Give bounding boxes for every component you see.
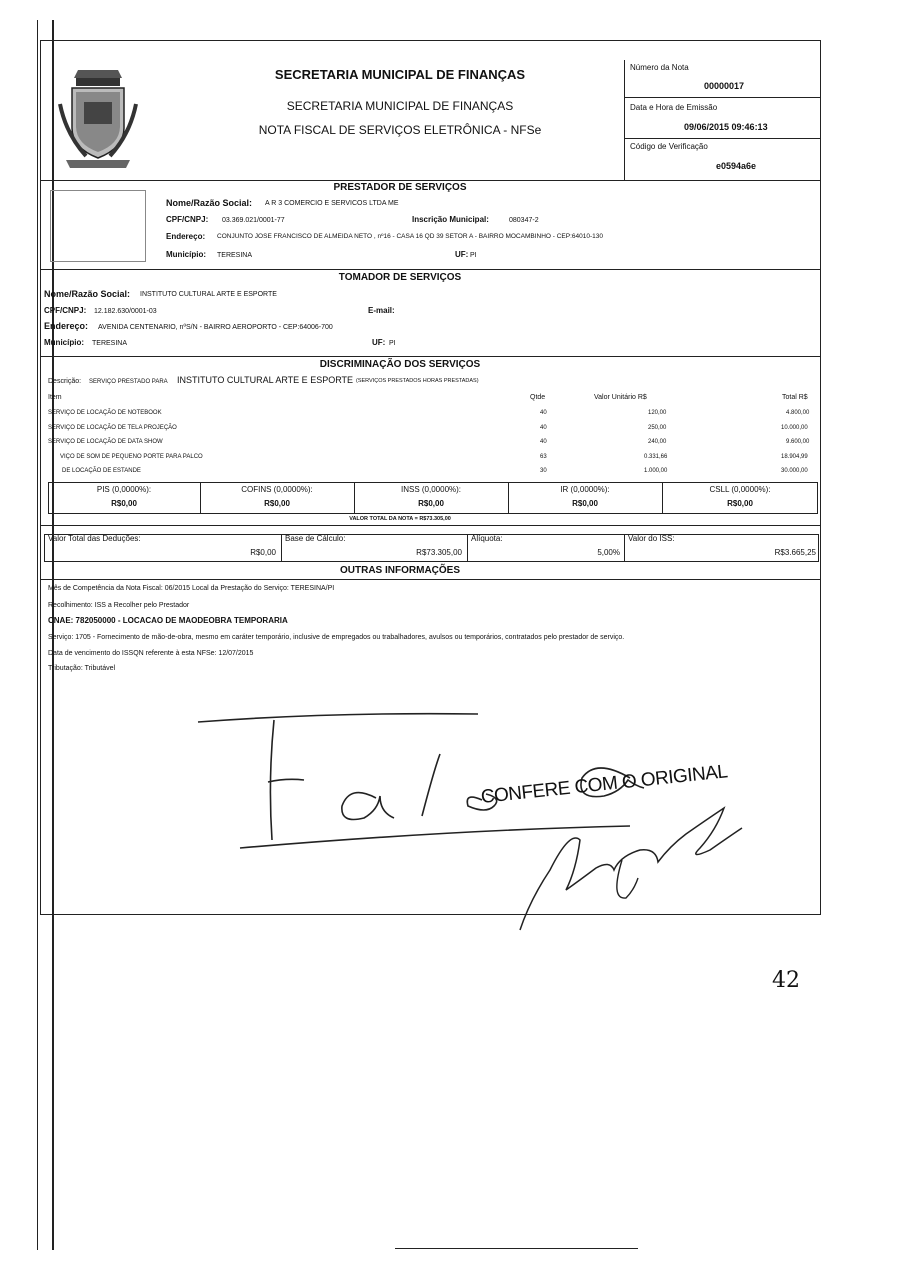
col-total: Total R$ xyxy=(782,394,808,401)
data-value: 09/06/2015 09:46:13 xyxy=(684,122,768,132)
servicos-desc-big: INSTITUTO CULTURAL ARTE E ESPORTE xyxy=(177,375,354,385)
tomador-uf-label: UF: xyxy=(372,338,386,347)
col-qtde: Qtde xyxy=(530,394,546,401)
totais-div-2 xyxy=(467,534,468,562)
tomador-email-label: E-mail: xyxy=(368,306,395,315)
col-item: Item xyxy=(48,394,62,401)
row-3-item: SERVIÇO DE LOCAÇÃO DE DATA SHOW xyxy=(48,439,163,445)
numero-value: 00000017 xyxy=(704,81,745,91)
tomador-uf-value: PI xyxy=(389,340,396,347)
col-unit: Valor Unitário R$ xyxy=(594,394,647,401)
csll-value: R$0,00 xyxy=(727,499,753,508)
outras-line-6: Tributação: Tributável xyxy=(48,665,116,672)
base-label: Base de Cálculo: xyxy=(285,534,346,543)
inss-value: R$0,00 xyxy=(418,499,444,508)
row-2-item: SERVIÇO DE LOCAÇÃO DE TELA PROJEÇÃO xyxy=(48,425,177,431)
tomador-nome-value: INSTITUTO CULTURAL ARTE E ESPORTE xyxy=(140,291,277,298)
outras-top-rule xyxy=(40,579,821,580)
row-2-unit: 250,00 xyxy=(648,425,667,431)
tomador-cpf-value: 12.182.630/0001-03 xyxy=(94,308,157,315)
tomador-nome-label: Nome/Razão Social: xyxy=(44,289,131,299)
prestador-im-label: Inscrição Municipal: xyxy=(412,215,489,224)
base-value: R$73.305,00 xyxy=(416,548,462,557)
prestador-cpf-label: CPF/CNPJ: xyxy=(166,215,209,224)
row-1-qtde: 40 xyxy=(540,410,547,416)
servicos-desc-small: SERVIÇO PRESTADO PARA xyxy=(89,379,168,385)
outras-line-5: Data de vencimento do ISSQN referente à esta NFSe: 12/07/2015 xyxy=(48,650,254,657)
aliquota-value: 5,00% xyxy=(597,548,620,557)
row-5-item: DE LOCAÇÃO DE ESTANDE xyxy=(62,468,141,474)
row-5-qtde: 30 xyxy=(540,468,547,474)
row-1-unit: 120,00 xyxy=(648,410,667,416)
stamp-confere: CONFERE COM O ORIGINAL xyxy=(479,761,729,808)
header-divider xyxy=(624,60,625,181)
prestador-end-value: CONJUNTO JOSE FRANCISCO DE ALMEIDA NETO , nº16 - CASA 16 QD 39 SETOR A - BAIRRO MOCAMBINHO - CEP:64010-130 xyxy=(217,233,603,240)
csll-label: CSLL (0,0000%): xyxy=(709,485,771,494)
title-doc: NOTA FISCAL DE SERVIÇOS ELETRÔNICA - NFSe xyxy=(258,123,542,137)
tomador-mun-label: Município: xyxy=(44,338,84,347)
row-4-unit: 0.331,66 xyxy=(644,454,668,460)
row-4-qtde: 63 xyxy=(540,454,547,460)
header-rule-2 xyxy=(624,138,821,139)
tomador-cpf-label: CPF/CNPJ: xyxy=(44,306,87,315)
cofins-label: COFINS (0,0000%): xyxy=(241,485,313,494)
totais-div-1 xyxy=(281,534,282,562)
tomador-bottom-rule xyxy=(40,356,821,357)
row-4-item: VIÇO DE SOM DE PEQUENO PORTE PARA PALCO xyxy=(60,454,203,460)
cofins-value: R$0,00 xyxy=(264,499,290,508)
row-2-total: 10.000,00 xyxy=(781,425,808,431)
aliquota-label: Alíquota: xyxy=(471,534,503,543)
servicos-desc-label: Descrição: xyxy=(48,378,82,385)
prestador-mun-label: Município: xyxy=(166,250,206,259)
iss-label: Valor do ISS: xyxy=(628,534,675,543)
prestador-nome-label: Nome/Razão Social: xyxy=(166,198,253,208)
valor-total-nota: VALOR TOTAL DA NOTA = R$73.305,00 xyxy=(349,516,451,522)
row-1-item: SERVIÇO DE LOCAÇÃO DE NOTEBOOK xyxy=(48,410,162,416)
pis-label: PIS (0,0000%): xyxy=(96,485,152,494)
prestador-nome-value: A R 3 COMERCIO E SERVICOS LTDA ME xyxy=(265,200,399,207)
tomador-end-label: Endereço: xyxy=(44,321,89,331)
prestador-end-label: Endereço: xyxy=(166,232,206,241)
prestador-mun-value: TERESINA xyxy=(217,252,253,259)
title-main: SECRETARIA MUNICIPAL DE FINANÇAS xyxy=(274,67,526,82)
prestador-heading: PRESTADOR DE SERVIÇOS xyxy=(333,182,467,193)
row-3-total: 9.600,00 xyxy=(786,439,810,445)
header-bottom-rule xyxy=(40,180,821,181)
inss-label: INSS (0,0000%): xyxy=(400,485,462,494)
signature xyxy=(510,790,750,940)
outras-line-1: Mês de Competência da Nota Fiscal: 06/2015 Local da Prestação do Serviço: TERESINA/PI xyxy=(48,585,335,592)
numero-label: Número da Nota xyxy=(630,63,689,72)
deducoes-label: Valor Total das Deduções: xyxy=(48,534,141,543)
outras-heading: OUTRAS INFORMAÇÕES xyxy=(340,565,460,576)
header-rule-1 xyxy=(624,97,821,98)
tomador-mun-value: TERESINA xyxy=(92,340,128,347)
scan-margin-line xyxy=(37,20,38,1250)
servicos-desc-tail: (SERVIÇOS PRESTADOS HORAS PRESTADAS) xyxy=(356,378,479,384)
row-1-total: 4.800,00 xyxy=(786,410,810,416)
deducoes-value: R$0,00 xyxy=(250,548,276,557)
outras-line-4: Serviço: 1705 - Fornecimento de mão-de-obra, mesmo em caráter temporário, inclusive de empregados ou trabalhadores, avulsos ou temporários, contratados pelo prestador de serviço. xyxy=(48,634,625,641)
prestador-uf-label: UF: xyxy=(455,250,469,259)
prestador-logo-box xyxy=(50,190,146,262)
outras-line-2: Recolhimento: ISS a Recolher pelo Prestador xyxy=(48,602,190,609)
tomador-end-value: AVENIDA CENTENARIO, nºS/N - BAIRRO AEROPORTO - CEP:64006-700 xyxy=(98,324,333,331)
data-label: Data e Hora de Emissão xyxy=(630,103,718,112)
outras-line-3: CNAE: 782050000 - LOCACAO DE MAODEOBRA TEMPORARIA xyxy=(48,616,288,625)
valor-total-rule xyxy=(40,525,821,526)
ir-label: IR (0,0000%): xyxy=(560,485,610,494)
totais-div-3 xyxy=(624,534,625,562)
row-2-qtde: 40 xyxy=(540,425,547,431)
title-sub: SECRETARIA MUNICIPAL DE FINANÇAS xyxy=(286,99,514,113)
servicos-heading: DISCRIMINAÇÃO DOS SERVIÇOS xyxy=(319,359,481,370)
tomador-heading: TOMADOR DE SERVIÇOS xyxy=(338,272,462,283)
codigo-label: Código de Verificação xyxy=(630,142,708,151)
iss-value: R$3.665,25 xyxy=(774,548,816,557)
bottom-rule xyxy=(395,1248,638,1249)
codigo-value: e0594a6e xyxy=(716,161,757,171)
row-4-total: 18.904,99 xyxy=(781,454,808,460)
ir-value: R$0,00 xyxy=(572,499,598,508)
page-number: 42 xyxy=(772,968,800,993)
pis-value: R$0,00 xyxy=(111,499,137,508)
row-5-total: 30.000,00 xyxy=(781,468,808,474)
prestador-uf-value: PI xyxy=(470,252,477,259)
prestador-bottom-rule xyxy=(40,269,821,270)
row-5-unit: 1.000,00 xyxy=(644,468,668,474)
prestador-im-value: 080347-2 xyxy=(509,217,539,224)
row-3-unit: 240,00 xyxy=(648,439,667,445)
coat-of-arms-emblem xyxy=(56,64,140,176)
row-3-qtde: 40 xyxy=(540,439,547,445)
prestador-cpf-value: 03.369.021/0001-77 xyxy=(222,217,285,224)
